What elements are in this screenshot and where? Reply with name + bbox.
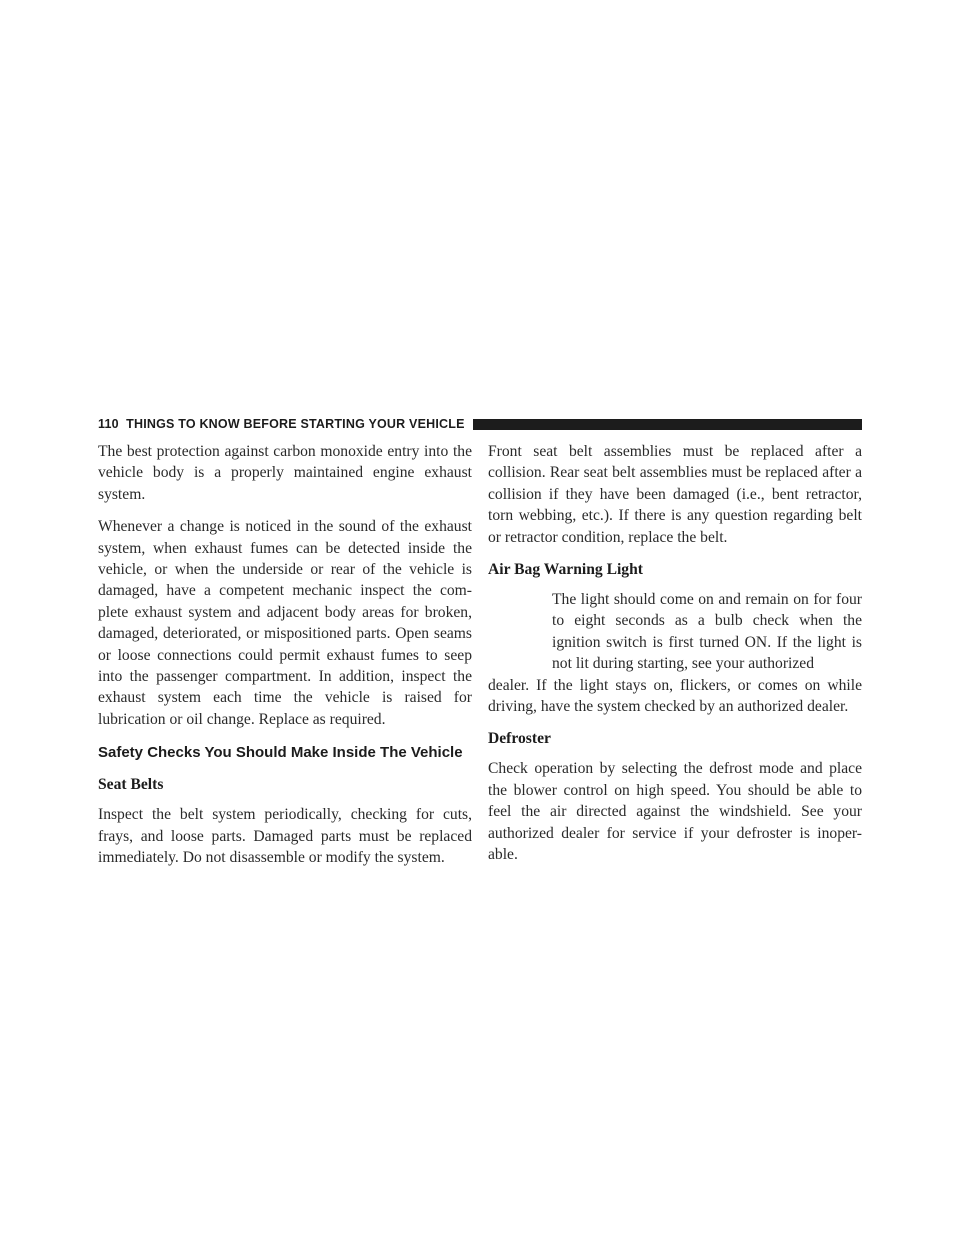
paragraph-belt-replacement: Front seat belt assemblies must be replaced after a collision. Rear seat belt assemblies must be replaced after a collision if they have been damaged (i.e., bent retractor, torn webbing, etc.). If there is any question regarding belt or retractor condition, replace the belt. <box>488 443 862 546</box>
airbag-warning-icon-slot <box>488 589 552 673</box>
heading-air-bag-warning-light: Air Bag Warning Light <box>488 561 643 579</box>
paragraph-defroster: Check operation by selecting the defrost mode and place the blower control on high speed. You should be able to feel the air directed against the windshield. See your authorized dealer for service if your defroster is inoper-able. <box>488 760 862 864</box>
paragraph-co-protection: The best protection against carbon monoxide entry into the vehicle body is a properly maintained engine exhaust system. <box>98 443 472 503</box>
page-number: 110 <box>98 417 119 431</box>
paragraph-airbag-indented: The light should come on and remain on for four to eight seconds as a bulb check when the ignition switch is first turned ON. If the light is not lit during starting, see your authorized <box>552 591 862 673</box>
airbag-warning-block <box>488 589 862 675</box>
heading-safety-checks: Safety Checks You Should Make Inside The Vehicle <box>98 744 463 762</box>
paragraph-airbag-continued: dealer. If the light stays on, flickers, or comes on while driving, have the system checked by an authorized dealer. <box>488 676 862 716</box>
page-header-text <box>98 417 465 431</box>
page-header <box>98 417 862 431</box>
right-column <box>488 441 862 877</box>
left-column <box>98 441 472 880</box>
section-title: THINGS TO KNOW BEFORE STARTING YOUR VEHICLE <box>126 417 465 431</box>
paragraph-seat-belt-inspection: Inspect the belt system periodically, checking for cuts, frays, and loose parts. Damaged parts must be replaced immediately. Do not disassemble or modify the system. <box>98 806 472 867</box>
heading-defroster: Defroster <box>488 730 551 748</box>
heading-seat-belts: Seat Belts <box>98 776 164 794</box>
header-rule-bar <box>473 419 862 430</box>
paragraph-exhaust-inspection: Whenever a change is noticed in the sound of the exhaust system, when exhaust fumes can be detected inside the vehicle, or when the underside or rear of the vehicle is damaged, have a competent mechanic inspect the com-plete exhaust system and adjacent body areas for broken, damaged, deteriorated, or mispositioned parts. Open seams or loose connections could permit exhaust fumes to seep into the passenger compartment. In addition, inspect the exhaust system each time the vehicle is raised for lubrication or oil change. Replace as required. <box>98 518 472 728</box>
